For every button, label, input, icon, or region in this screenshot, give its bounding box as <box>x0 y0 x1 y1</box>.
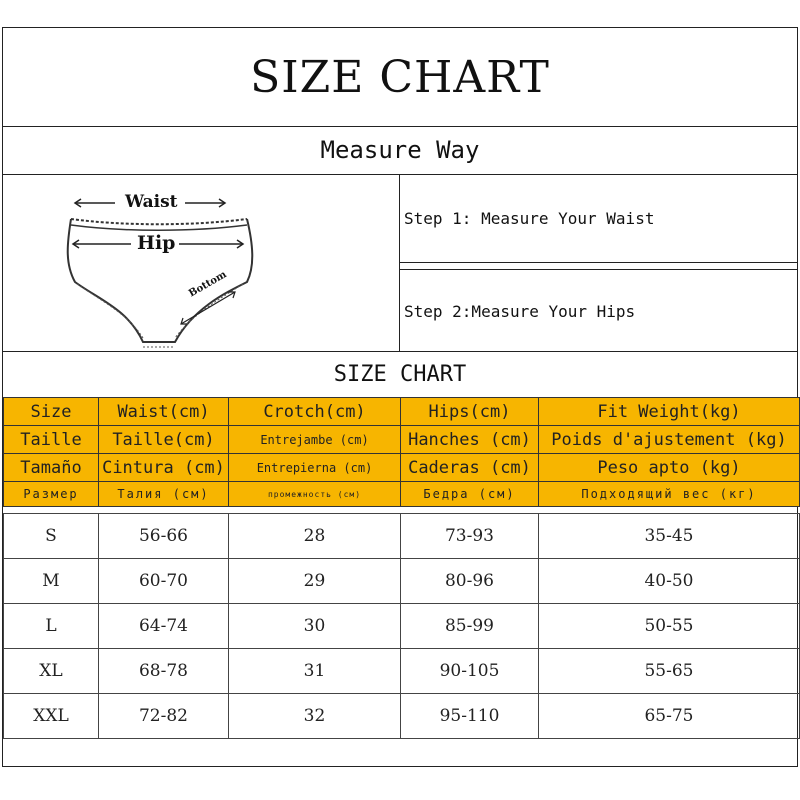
weight-cell: 35-45 <box>539 514 800 559</box>
crotch-cell: 30 <box>229 604 401 649</box>
header-cell: Подходящий вес (кг) <box>539 482 800 507</box>
size-cell: XXL <box>4 694 99 739</box>
header-cell: промежность (см) <box>229 482 401 507</box>
header-cell: Размер <box>4 482 99 507</box>
hips-cell: 95-110 <box>401 694 539 739</box>
waist-cell: 64-74 <box>99 604 229 649</box>
header-cell: Талия (см) <box>99 482 229 507</box>
size-table-header <box>3 397 800 507</box>
header-cell: Peso apto (kg) <box>539 454 800 482</box>
header-cell: Hanches (cm) <box>401 426 539 454</box>
hips-cell: 85-99 <box>401 604 539 649</box>
size-chart-frame <box>2 27 798 767</box>
waist-cell: 56-66 <box>99 514 229 559</box>
header-cell: Бедра (см) <box>401 482 539 507</box>
table-row <box>4 514 800 559</box>
header-row-spanish <box>4 454 800 482</box>
step-2: Step 2:Measure Your Hips <box>400 269 797 352</box>
waist-label: Waist <box>125 192 178 212</box>
header-cell: Taille <box>4 426 99 454</box>
hips-cell: 73-93 <box>401 514 539 559</box>
header-cell: Hips(cm) <box>401 398 539 426</box>
header-cell: Crotch(cm) <box>229 398 401 426</box>
header-cell: Size <box>4 398 99 426</box>
measure-way-title: Measure Way <box>3 126 797 175</box>
page-title: SIZE CHART <box>3 28 797 127</box>
measure-steps <box>400 174 797 351</box>
size-cell: L <box>4 604 99 649</box>
crotch-cell: 32 <box>229 694 401 739</box>
hip-label: Hip <box>137 232 176 254</box>
step-1: Step 1: Measure Your Waist <box>400 174 797 263</box>
header-cell: Entrejambe (cm) <box>229 426 401 454</box>
header-row-russian <box>4 482 800 507</box>
table-row <box>4 649 800 694</box>
chart-title: SIZE CHART <box>333 361 467 387</box>
weight-cell: 40-50 <box>539 559 800 604</box>
waist-cell: 68-78 <box>99 649 229 694</box>
crotch-cell: 29 <box>229 559 401 604</box>
size-cell: XL <box>4 649 99 694</box>
waist-cell: 60-70 <box>99 559 229 604</box>
table-row <box>4 694 800 739</box>
header-cell: Poids d'ajustement (kg) <box>539 426 800 454</box>
header-cell: Waist(cm) <box>99 398 229 426</box>
header-cell: Taille(cm) <box>99 426 229 454</box>
header-cell: Entrepierna (cm) <box>229 454 401 482</box>
hips-cell: 90-105 <box>401 649 539 694</box>
table-row <box>4 559 800 604</box>
measure-section <box>3 174 797 352</box>
table-row <box>4 604 800 649</box>
size-cell: S <box>4 514 99 559</box>
header-cell: Fit Weight(kg) <box>539 398 800 426</box>
weight-cell: 50-55 <box>539 604 800 649</box>
briefs-illustration-icon <box>3 174 399 351</box>
header-row-english <box>4 398 800 426</box>
crotch-cell: 31 <box>229 649 401 694</box>
header-cell: Tamaño <box>4 454 99 482</box>
weight-cell: 55-65 <box>539 649 800 694</box>
table-footer-spacer <box>3 738 797 767</box>
bottom-label: Bottom <box>187 269 229 300</box>
size-table-body <box>3 513 800 739</box>
crotch-cell: 28 <box>229 514 401 559</box>
hips-cell: 80-96 <box>401 559 539 604</box>
header-cell: Caderas (cm) <box>401 454 539 482</box>
underwear-diagram <box>3 174 400 351</box>
waist-cell: 72-82 <box>99 694 229 739</box>
weight-cell: 65-75 <box>539 694 800 739</box>
size-cell: M <box>4 559 99 604</box>
header-cell: Cintura (cm) <box>99 454 229 482</box>
header-row-french <box>4 426 800 454</box>
